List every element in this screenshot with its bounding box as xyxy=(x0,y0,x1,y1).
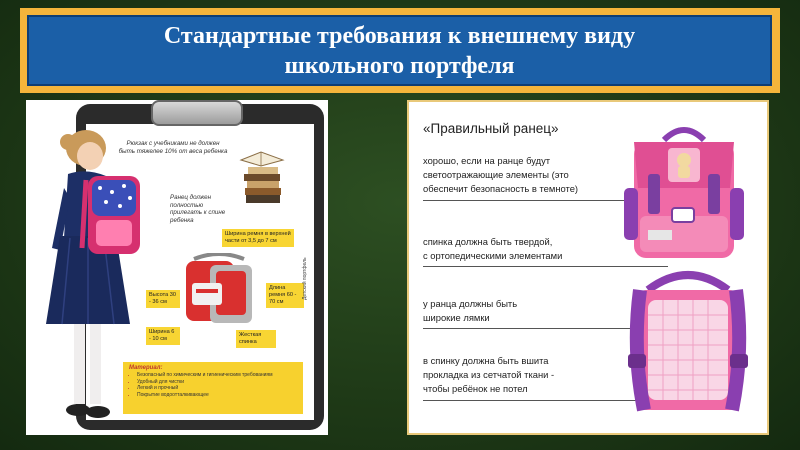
note-weight: Рюкзак с учебниками не должен быть тяжелее 10% от веса ребенка xyxy=(118,140,228,155)
backpack-back-illustration xyxy=(618,270,758,418)
pointer-line xyxy=(423,266,668,267)
requirement-mesh-lining: в спинку должна быть вшита прокладка из сетчатой ткани - чтобы ребёнок не потел xyxy=(423,355,555,394)
materials-heading: Материал: xyxy=(129,365,163,371)
pointer-line xyxy=(423,400,645,401)
title-line-2: школьного портфеля xyxy=(284,52,515,79)
slide-title xyxy=(27,15,772,86)
books-icon xyxy=(237,148,287,208)
materials-list xyxy=(129,372,297,398)
schoolgirl-illustration xyxy=(30,128,140,433)
label-width: Ширина 6 - 10 см xyxy=(146,327,180,345)
label-height: Высота 30 - 36 см xyxy=(146,290,180,308)
label-strap-length: Длина ремня 60 - 70 см xyxy=(266,283,304,308)
requirement-hard-back: спинка должна быть твердой, с ортопедическими элементами xyxy=(423,236,563,261)
materials-item: • Безопасный по химическим и гигиеническим требованиям xyxy=(137,372,297,378)
label-strap-width: Ширина ремня в верхней части от 3,5 до 7 см xyxy=(222,229,294,247)
label-back: Жесткая спинка xyxy=(236,330,276,348)
vertical-label: Детский портфель xyxy=(302,257,308,300)
materials-item: • Легкий и прочный xyxy=(137,385,297,391)
materials-item: • Удобный для чистки xyxy=(137,379,297,385)
backpack-front-illustration xyxy=(612,118,757,266)
clipboard-clip xyxy=(151,100,243,126)
materials-box xyxy=(123,362,303,414)
requirement-wide-straps: у ранца должны быть широкие лямки xyxy=(423,298,518,323)
requirement-reflective: хорошо, если на ранце будут светоотражающие элементы (это обеспечит безопасность в темноте) xyxy=(423,155,579,194)
title-line-1: Стандартные требования к внешнему виду xyxy=(163,22,636,49)
panel-heading: «Правильный ранец» xyxy=(423,121,559,136)
red-backpack-illustration xyxy=(180,253,258,329)
note-fit: Ранец должен полностью прилегать к спине ребенка xyxy=(170,194,226,224)
materials-item: • Покрытие водоотталкивающее xyxy=(137,392,297,398)
